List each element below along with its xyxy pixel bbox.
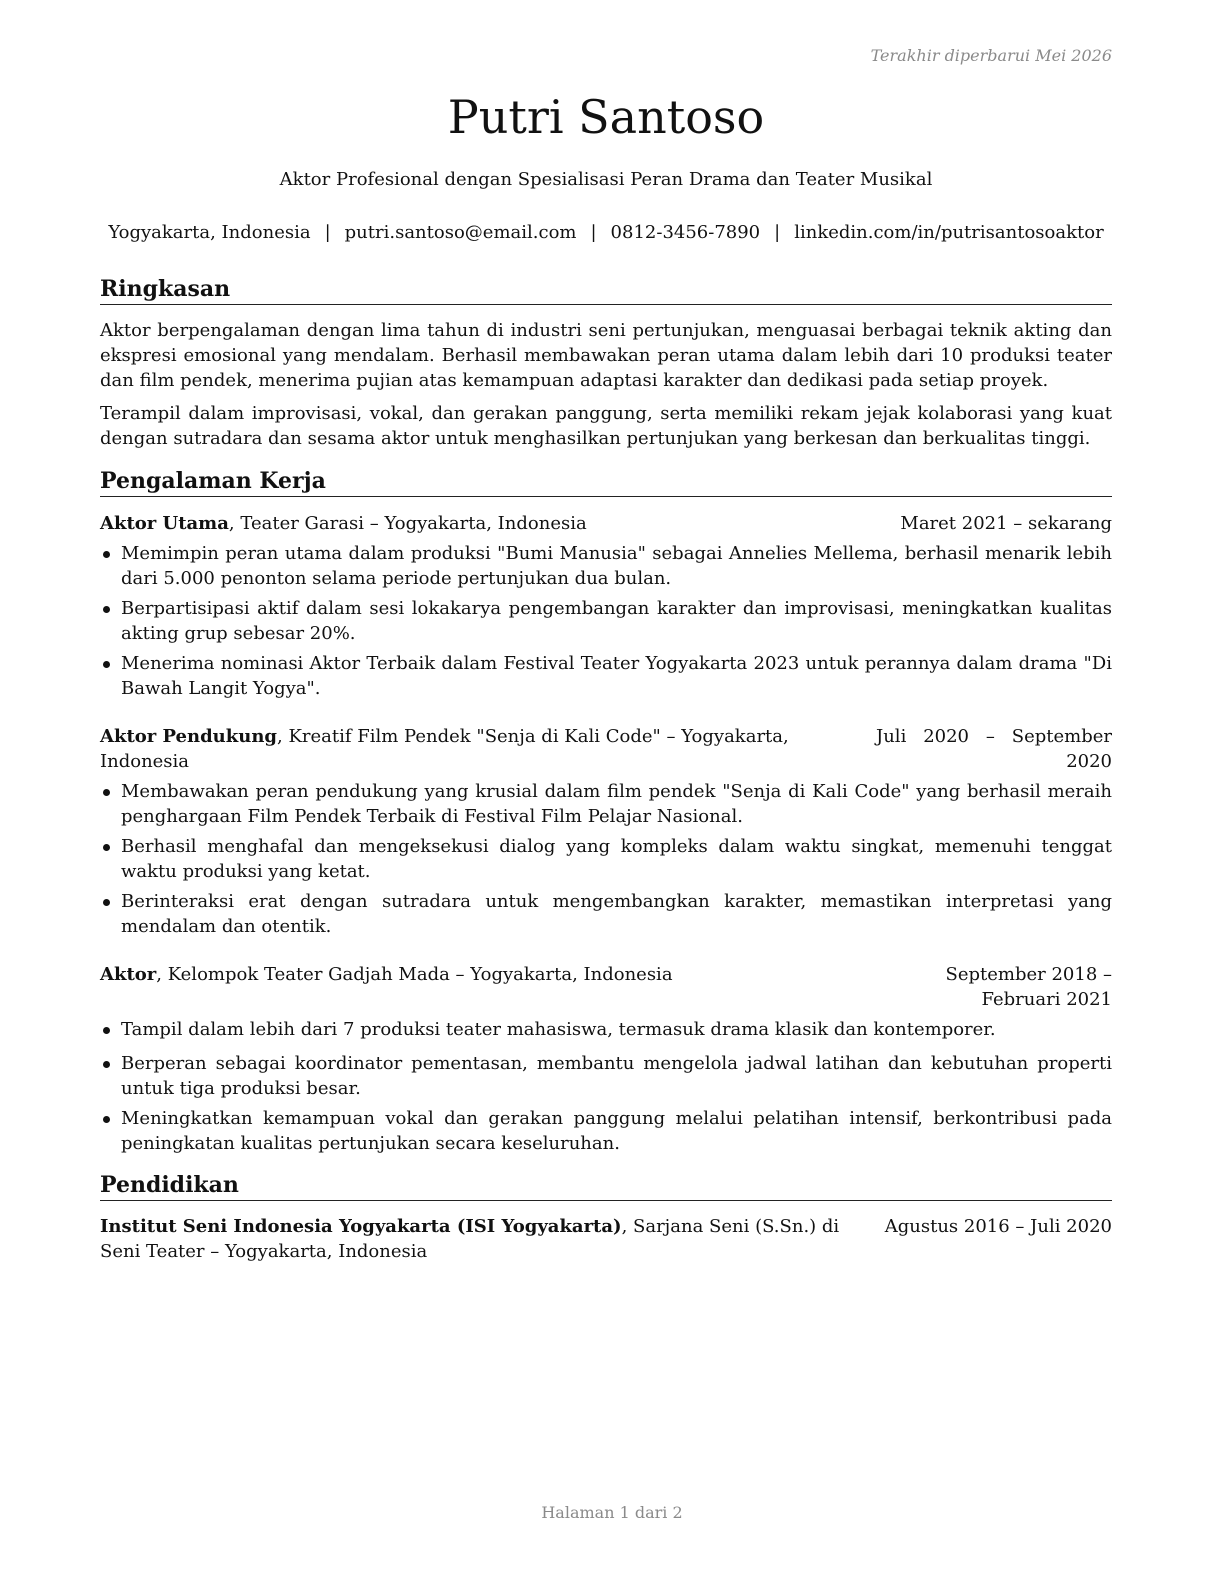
education-degree: , Sarjana Seni (S.Sn.) di Seni Teater – Yogyakarta, Indonesia: [100, 1216, 840, 1262]
job-organization: , Kelompok Teater Gadjah Mada – Yogyakarta, Indonesia: [156, 964, 673, 985]
contact-phone: 0812-3456-7890: [610, 222, 761, 243]
job-header: [100, 724, 1112, 774]
job-dates: September 2018 – Februari 2021: [945, 964, 1112, 1010]
bullet-item: Berpartisipasi aktif dalam sesi lokakarya pengembangan karakter dan improvisasi, meningkatkan kualitas akting grup sebesar 20%.: [100, 596, 1112, 646]
last-updated-note: Terakhir diperbarui Mei 2026: [870, 46, 1112, 65]
section-title-summary: Ringkasan: [100, 276, 1112, 305]
job-role: Aktor: [100, 964, 157, 985]
section-title-education: Pendidikan: [100, 1172, 1112, 1201]
contact-separator: |: [590, 222, 597, 243]
summary-paragraph: Aktor berpengalaman dengan lima tahun di industri seni pertunjukan, menguasai berbagai teknik akting dan ekspresi emosional yang mendalam. Berhasil membawakan peran utama dalam lebih dari 10 produksi teater dan film pendek, menerima pujian atas kemampuan adaptasi karakter dan dedikasi pada setiap proyek.: [100, 320, 1112, 391]
job-organization: , Kreatif Film Pendek "Senja di Kali Code" – Yogyakarta, Indonesia: [100, 726, 789, 772]
experience-section: [100, 468, 1112, 1156]
bullet-item: Meningkatkan kemampuan vokal dan gerakan panggung melalui pelatihan intensif, berkontribusi pada peningkatan kualitas pertunjukan secara keseluruhan.: [100, 1106, 1112, 1156]
summary-paragraph: Terampil dalam improvisasi, vokal, dan gerakan panggung, serta memiliki rekam jejak kolaborasi yang kuat dengan sutradara dan sesama aktor untuk menghasilkan pertunjukan yang berkesan dan berkualitas tinggi.: [100, 403, 1112, 449]
contact-email[interactable]: putri.santoso@email.com: [344, 222, 577, 243]
job-entry: [100, 511, 1112, 701]
job-role: Aktor Pendukung: [100, 726, 278, 747]
resume-page: [100, 88, 1112, 1264]
bullet-item: Tampil dalam lebih dari 7 produksi teater mahasiswa, termasuk drama klasik dan kontemporer.: [100, 1017, 1112, 1042]
bullet-item: Menerima nominasi Aktor Terbaik dalam Festival Teater Yogyakarta 2023 untuk perannya dalam drama "Di Bawah Langit Yogya".: [100, 651, 1112, 701]
job-header: [100, 962, 1112, 1012]
bullet-item: Berhasil menghafal dan mengeksekusi dialog yang kompleks dalam waktu singkat, memenuhi tenggat waktu produksi yang ketat.: [100, 834, 1112, 884]
contact-separator: |: [324, 222, 331, 243]
job-title-line: [100, 962, 876, 987]
contact-separator: |: [774, 222, 781, 243]
job-bullets: [100, 1017, 1112, 1156]
job-header: [100, 511, 1112, 536]
contact-linkedin[interactable]: linkedin.com/in/putrisantosoaktor: [794, 222, 1104, 243]
contact-line: [100, 220, 1112, 245]
bullet-item: Berinteraksi erat dengan sutradara untuk mengembangkan karakter, memastikan interpretasi yang mendalam dan otentik.: [100, 889, 1112, 939]
bullet-item: Membawakan peran pendukung yang krusial dalam film pendek "Senja di Kali Code" yang berhasil meraih penghargaan Film Pendek Terbaik di Festival Film Pelajar Nasional.: [100, 779, 1112, 829]
job-organization: , Teater Garasi – Yogyakarta, Indonesia: [228, 513, 587, 534]
job-role: Aktor Utama: [100, 513, 229, 534]
page-number: Halaman 1 dari 2: [541, 1503, 683, 1522]
bullet-item: Berperan sebagai koordinator pementasan, membantu mengelola jadwal latihan dan kebutuhan properti untuk tiga produksi besar.: [100, 1051, 1112, 1101]
education-dates: Agustus 2016 – Juli 2020: [884, 1216, 1112, 1237]
bullet-item: Memimpin peran utama dalam produksi "Bumi Manusia" sebagai Annelies Mellema, berhasil menarik lebih dari 5.000 penonton selama periode pertunjukan dua bulan.: [100, 541, 1112, 591]
job-bullets: [100, 541, 1112, 701]
contact-location: Yogyakarta, Indonesia: [108, 222, 311, 243]
job-dates: Juli 2020 – September 2020: [876, 726, 1112, 772]
job-bullets: [100, 779, 1112, 939]
candidate-name: Putri Santoso: [447, 90, 765, 144]
education-school: Institut Seni Indonesia Yogyakarta (ISI Yogyakarta): [100, 1216, 622, 1237]
education-section: [100, 1172, 1112, 1264]
education-entry: [100, 1214, 1112, 1264]
education-line: [100, 1214, 885, 1264]
summary-section: [100, 276, 1112, 451]
job-title-line: [100, 724, 876, 774]
section-title-experience: Pengalaman Kerja: [100, 468, 1112, 497]
job-entry: [100, 962, 1112, 1156]
headline-tagline: Aktor Profesional dengan Spesialisasi Peran Drama dan Teater Musikal: [279, 169, 933, 190]
job-entry: [100, 724, 1112, 939]
job-title-line: [100, 511, 900, 536]
job-dates: Maret 2021 – sekarang: [900, 513, 1112, 534]
